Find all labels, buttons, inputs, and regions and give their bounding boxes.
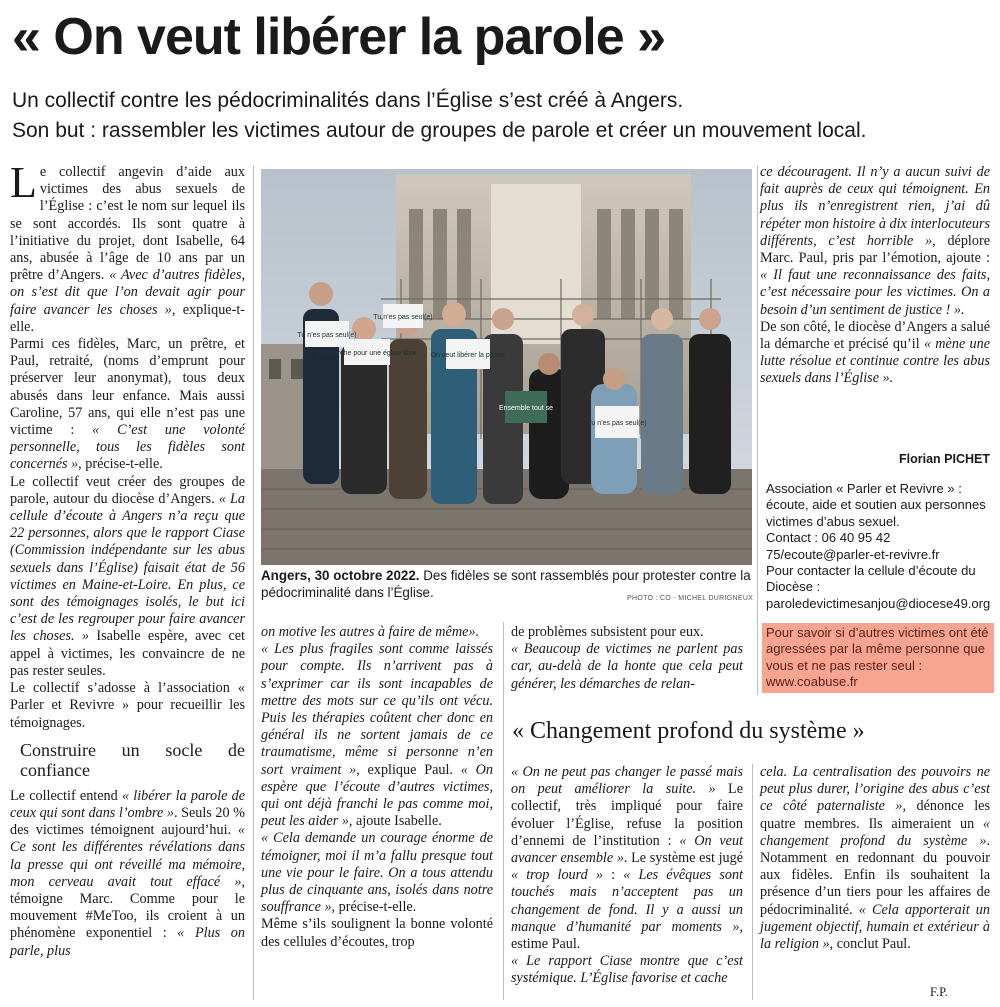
photo-caption: Angers, 30 octobre 2022. Des fidèles se sont rassemblés pour protester contre la pédocriminalité dans l’Église. <box>261 568 751 600</box>
section2-column-1: « On ne peut pas changer le passé mais on peut améliorer la suite. » Le collectif, très impliqué pour faire évoluer l’Église, refuse la position d’ennemi de l’institution : « On veut avancer ensemble ». Le système est jugé « trop lourd » : « Les évêques sont touchés mais n’acceptent pas un changement de fond. Il y a aussi un manque d’humanité par moments », estime Paul. « Le rapport Ciase montre que c’est systémique. L’Église favorise et cache <box>511 764 744 987</box>
sign-text-3: En marche pour une église libre <box>317 350 417 357</box>
section2-column-2: cela. La centralisation des pouvoirs ne peut plus durer, l’origine des abus c’est ce côté paternaliste », dénonce les quatre membres. Ils aimeraient un « changement profond du système ». Notamment en redonnant du pouvoir aux fidèles. Enfin ils souhaitent la présence d’un tiers pour les affaires de pédocriminalité. « Cela apporterait un jugement objectif, humain et extérieur à la religion », conclut Paul. <box>760 764 990 953</box>
sign-text-2: Tu n’es pas seul(e) <box>373 314 433 321</box>
highlight-note: Pour savoir si d’autres victimes ont été agressées par la même personne que vous et ne pas rester seul : www.coabuse.fr <box>762 623 994 693</box>
column-rule <box>752 764 753 1000</box>
column-rule <box>253 165 254 1000</box>
paragraph: Parmi ces fidèles, Marc, un prêtre, et Paul, retraité, (noms d’emprunt pour préserver leur anonymat), tous deux abusés dans leur enfance. Mais aussi Caroline, 57 ans, qui elle n’est pas une victime : « C’est une volonté personnelle, tous les fidèles sont concernés », précise-t-elle. <box>10 336 245 473</box>
deck-line-1: Un collectif contre les pédocriminalités dans l’Église s’est créé à Angers. <box>12 89 684 112</box>
column-2: on motive les autres à faire de même». « Les plus fragiles sont comme laissés pour compte. Ils n’arrivent pas à s’exprimer car ils sont incapables de mettre des mots sur ce qu’ils ont vécu. Puis les thérapies coûtent cher donc en général ils ne sortent jamais de ce traumatisme, même si personne n’en sort vraiment », explique Paul. « On espère que l’écoute d’autres victimes, qui ont déjà franchi le pas comme moi, peut les aider », ajoute Isabelle. « Cela demande un courage énorme de témoigner, moi il m’a fallu presque tout une vie pour le faire. On a tous attendu plus de cinquante ans, isolés dans notre souffrance », précise-t-elle. Même s’ils soulignent la bonne volonté des cellules d’écoutes, trop <box>261 624 493 950</box>
photo <box>261 169 752 565</box>
protest-photo <box>261 169 752 565</box>
sign-text-1: Tu n’es pas seul(e) <box>297 332 357 339</box>
photo-credit: PHOTO : CO - MICHEL DURIGNEUX <box>627 595 754 602</box>
association-box <box>766 481 990 612</box>
column-4: ce découragent. Il n’y a aucun suivi de fait auprès de ceux qui témoignent. En plus ils n’enregistrent rien, j’ai dû répéter mon histoire à dix interlocuteurs différents, c’est horrible », déplore Marc. Paul, pris par l’émotion, ajoute : « Il faut une reconnaissance des faits, c’est nécessaire pour les victimes. On a besoin d’un sentiment de justice ! ». De son côté, le diocèse d’Angers a salué la démarche et précisé qu’il « mène une lutte résolue et continue contre les abus sexuels dans l’Église ». <box>760 164 990 387</box>
association-contact: Contact : 06 40 95 42 75/ecoute@parler-et-revivre.fr <box>766 530 940 562</box>
subhead: Construire un socle de confiance <box>20 739 245 780</box>
byline: Florian PICHET <box>899 452 990 466</box>
column-rule <box>503 622 504 1000</box>
paragraph: Le collectif angevin d’aide aux victimes des abus sexuels de l’Église : c’est le nom sur lequel ils se sont accordés. Ils sont quatre à l’initiative du projet, dont Isabelle, 64 ans, abusée à l’âge de 10 ans par un prêtre d’Angers. « Avec d’autres fidèles, on s’est dit que l’on devait agir pour faire avancer les choses », explique-t-elle. <box>10 158 246 335</box>
paragraph: Le collectif veut créer des groupes de parole, autour du diocèse d’Angers. « La cellule d’écoute à Angers n’a reçu que 22 personnes, alors que le rapport Ciase (Commission indépendante sur les abus sexuels dans l’Église) faisait état de 56 victimes en Maine-et-Loire. En plus, ce sont des témoignages isolés, le but ici c’est de les regrouper pour faire avancer les choses. » Isabelle espère, avec cet appel à victimes, les convaincre de ne pas rester seules. <box>10 473 246 679</box>
headline: « On veut libérer la parole » <box>12 8 666 66</box>
paragraph: Le collectif s’adosse à l’association « Parler et Revivre » pour recueillir les témoignages. <box>10 680 245 731</box>
association-info: Association « Parler et Revivre » : écoute, aide et soutien aux personnes victimes d’abus sexuel. <box>766 481 986 529</box>
section-title: « Changement profond du système » <box>512 718 865 744</box>
diocese-contact: Pour contacter la cellule d’écoute du Diocèse : paroledevictimesanjou@diocese49.org <box>766 563 991 611</box>
signature: F.P. <box>930 985 948 999</box>
column-rule <box>757 165 758 695</box>
deck-line-2: Son but : rassembler les victimes autour de groupes de parole et créer un mouvement local. <box>12 119 867 142</box>
sign-text-4: On veut libérer la parole <box>430 352 506 359</box>
column-3: de problèmes subsistent pour eux. « Beaucoup de victimes ne parlent pas car, au-delà de la honte que cela peut générer, les démarches de relan- <box>511 624 743 692</box>
sign-text-5: Ensemble tout se <box>498 405 554 412</box>
column-1 <box>10 158 246 960</box>
drop-cap: L <box>10 158 37 207</box>
sign-text-6: Tu n’es pas seul(e) <box>587 420 647 427</box>
paragraph: Le collectif entend « libérer la parole de ceux qui sont dans l’ombre ». Seuls 20 % des victimes témoignent aujourd’hui. « Ce sont les différentes révélations dans la presse qui ont réveillé ma mémoire, mon cerveau avait tout effacé », témoigne Marc. Comme pour le mouvement #MeToo, ils croient à un phénomène exponentiel : « Plus on parle, plus <box>10 787 245 959</box>
